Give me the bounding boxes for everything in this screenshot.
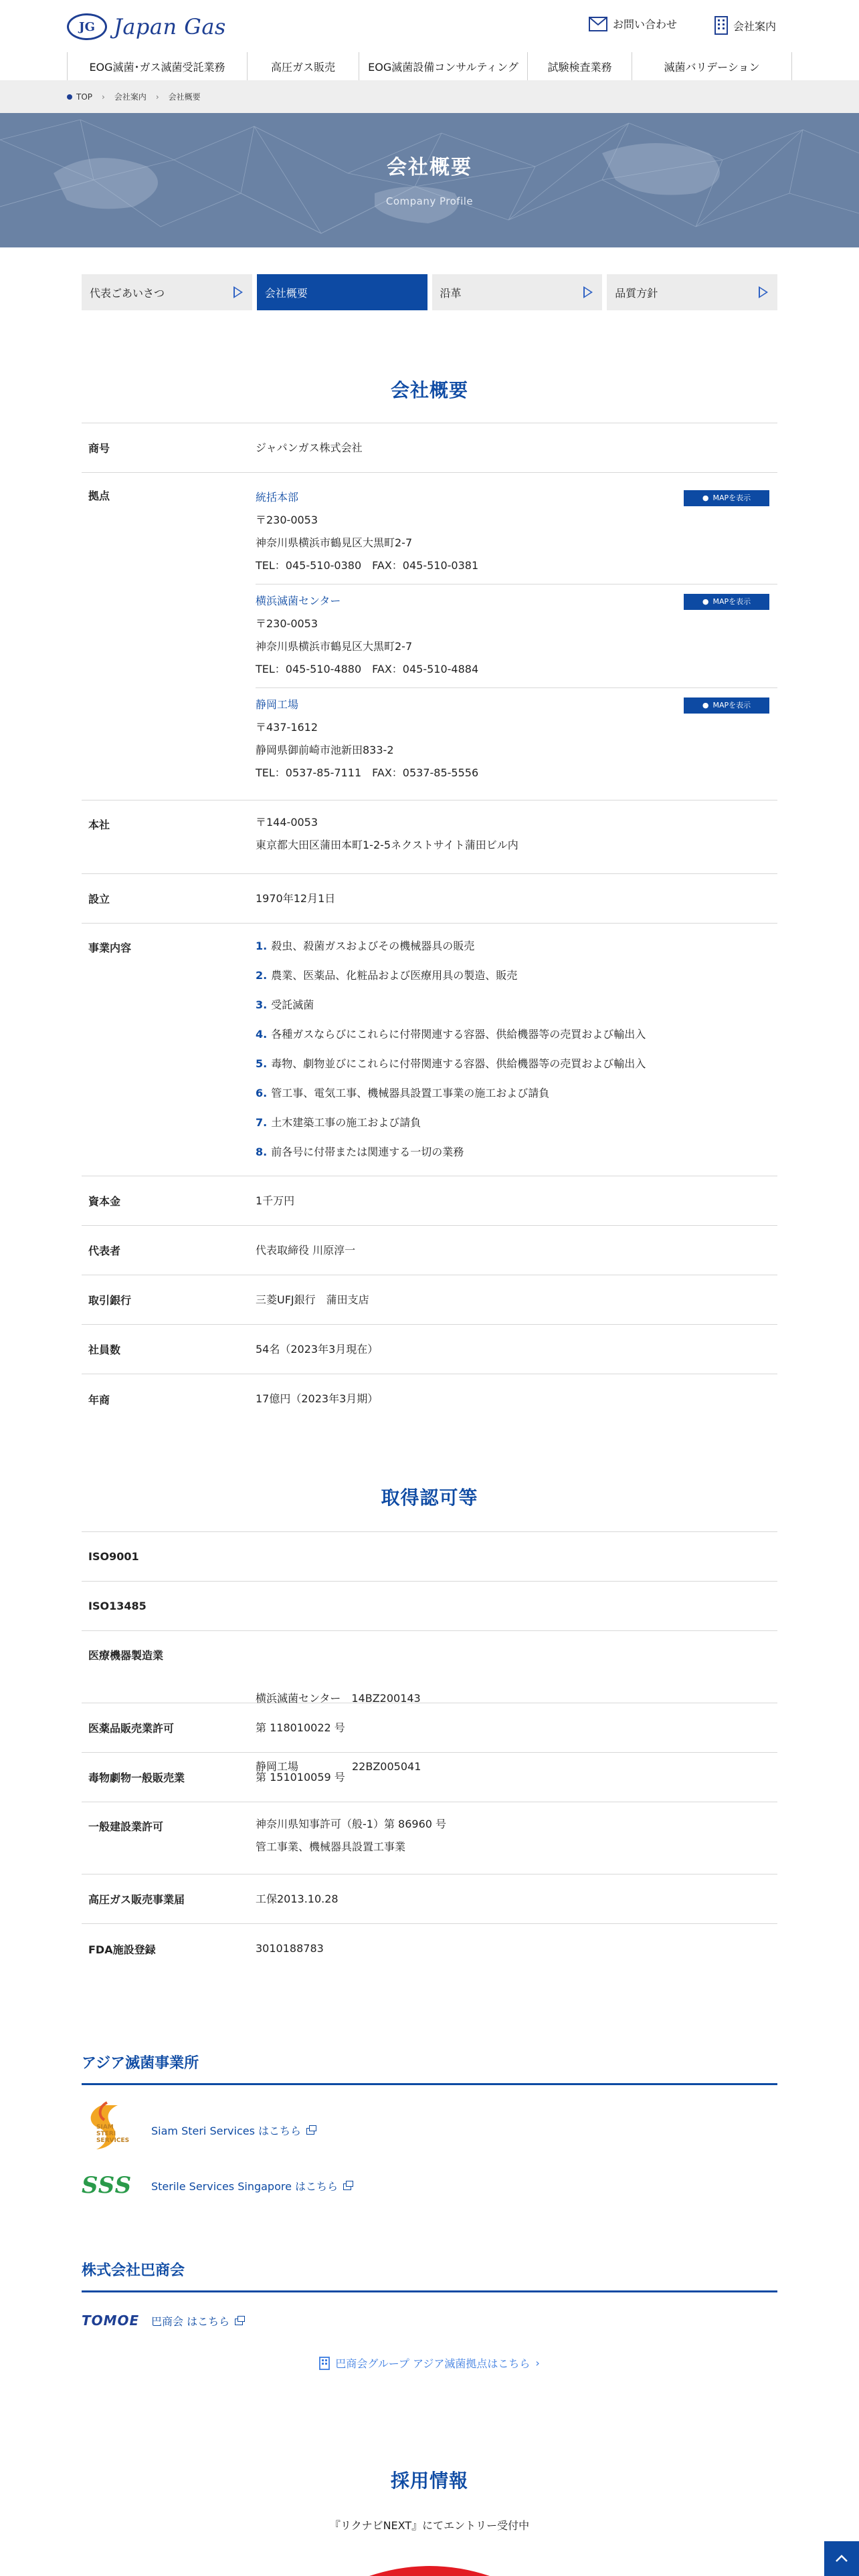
office-yokohama xyxy=(256,584,777,688)
iso9001-label: ISO9001 xyxy=(88,1550,139,1563)
tomoe-link-label: 巴商会 はこちら xyxy=(151,2315,230,2328)
external-link-icon xyxy=(343,2183,351,2190)
building-icon xyxy=(714,16,728,35)
business-item xyxy=(256,1108,777,1138)
construct-label: 一般建設業許可 xyxy=(88,1820,164,1833)
construct-value xyxy=(256,1802,777,1874)
contact-label: お問い合わせ xyxy=(613,18,678,31)
office-headquarters xyxy=(256,481,777,584)
office-name: 横浜滅菌センター xyxy=(256,595,341,607)
bank-label: 取引銀行 xyxy=(88,1294,132,1307)
business-label: 事業内容 xyxy=(88,942,132,954)
page-top-button[interactable] xyxy=(824,2541,859,2576)
trade-name-label: 商号 xyxy=(88,442,110,455)
sss-link[interactable] xyxy=(82,2172,351,2199)
trade-name-value: ジャパンガス株式会社 xyxy=(256,441,363,454)
nav-testing[interactable]: 試験検査業務 xyxy=(528,52,632,80)
tab-label: 会社概要 xyxy=(264,286,308,300)
construct-line: 管工事業、機械器具設置工事業 xyxy=(256,1840,406,1853)
bases-label: 拠点 xyxy=(88,490,110,502)
sales-label: 年商 xyxy=(88,1393,110,1406)
tomoe-group-link[interactable] xyxy=(0,2355,859,2371)
business-item xyxy=(256,1049,777,1079)
nav-high-pressure-gas[interactable]: 高圧ガス販売 xyxy=(248,52,359,80)
office-tel: TEL：045-510-4880 FAX：045-510-4884 xyxy=(256,663,479,675)
row-bank xyxy=(82,1275,777,1325)
tab-label: 沿革 xyxy=(440,286,462,300)
gas-value: 工保2013.10.28 xyxy=(256,1892,339,1905)
overview-heading: 会社概要 xyxy=(390,379,468,401)
med-line: 静岡工場 22BZ005041 xyxy=(256,1760,421,1773)
page-subtitle: Company Profile xyxy=(385,195,474,207)
rep-label: 代表者 xyxy=(88,1245,121,1257)
map-button[interactable] xyxy=(684,697,769,714)
siam-logo xyxy=(82,2100,139,2160)
business-text: 農業、医薬品、化粧品および医療用具の製造、販売 xyxy=(271,969,518,982)
capital-label: 資本金 xyxy=(88,1195,121,1208)
business-num: 5. xyxy=(256,1057,268,1070)
pin-icon: ● xyxy=(702,494,709,502)
map-label: MAPを表示 xyxy=(712,597,751,606)
capital-value: 1千万円 xyxy=(256,1194,295,1207)
company-tabs xyxy=(82,274,777,310)
row-fda xyxy=(82,1924,777,1973)
tab-label: 代表ごあいさつ xyxy=(90,286,165,300)
iso13485-label: ISO13485 xyxy=(88,1600,147,1612)
mail-icon xyxy=(589,17,607,31)
chevron-up-icon xyxy=(835,2555,848,2563)
breadcrumb-home[interactable] xyxy=(67,92,92,102)
global-nav xyxy=(67,52,792,80)
tab-label: 品質方針 xyxy=(615,286,658,300)
founded-label: 設立 xyxy=(88,893,110,905)
row-capital xyxy=(82,1176,777,1226)
map-button[interactable] xyxy=(684,490,769,506)
business-text: 各種ガスならびにこれらに付帯関連する容器、供給機器等の売買および輸出入 xyxy=(271,1028,646,1041)
nav-eog-sterilization[interactable]: EOG滅菌･ガス滅菌受託業務 xyxy=(68,52,248,80)
business-item xyxy=(256,1138,777,1167)
tomoe-logo: TOMOE xyxy=(82,2313,140,2329)
overview-table xyxy=(82,423,777,1424)
triangle-right-icon xyxy=(583,286,593,298)
office-address: 静岡県御前崎市池新田833-2 xyxy=(256,744,394,756)
external-link-icon xyxy=(306,2128,314,2135)
office-address: 神奈川県横浜市鶴見区大黒町2-7 xyxy=(256,536,413,549)
business-item xyxy=(256,932,777,961)
gas-label: 高圧ガス販売事業届 xyxy=(88,1893,185,1906)
office-name: 統括本部 xyxy=(256,491,299,504)
business-item xyxy=(256,1020,777,1049)
row-sales xyxy=(82,1374,777,1424)
founded-value: 1970年12月1日 xyxy=(256,891,336,905)
employees-label: 社員数 xyxy=(88,1344,121,1356)
business-item xyxy=(256,990,777,1020)
office-zip: 〒230-0053 xyxy=(256,617,318,630)
construct-line: 神奈川県知事許可（般-1）第 86960 号 xyxy=(256,1818,447,1830)
rep-value: 代表取締役 川原淳一 xyxy=(256,1243,356,1257)
asia-heading: アジア滅菌事業所 xyxy=(82,2052,777,2085)
external-link-icon xyxy=(235,2319,243,2325)
company-link[interactable] xyxy=(714,16,776,35)
row-iso9001 xyxy=(82,1532,777,1582)
business-num: 1. xyxy=(256,940,268,952)
building-icon xyxy=(319,2357,330,2370)
tab-overview[interactable] xyxy=(257,274,427,310)
business-item xyxy=(256,1079,777,1108)
chevron-right-icon: › xyxy=(102,92,105,102)
tomoe-heading: 株式会社巴商会 xyxy=(82,2259,777,2292)
business-num: 4. xyxy=(256,1028,268,1041)
row-iso13485 xyxy=(82,1582,777,1631)
siam-logo-text: SERVICES xyxy=(96,2137,130,2144)
sales-value: 17億円（2023年3月期） xyxy=(256,1392,379,1405)
tomoe-link[interactable] xyxy=(82,2313,243,2329)
hq-zip: 〒144-0053 xyxy=(256,816,318,829)
company-label: 会社案内 xyxy=(733,19,777,33)
med-line: 横浜滅菌センター 14BZ200143 xyxy=(256,1692,421,1705)
site-logo[interactable] xyxy=(67,13,226,40)
business-num: 8. xyxy=(256,1146,268,1158)
row-trade-name xyxy=(82,423,777,473)
row-representative xyxy=(82,1226,777,1275)
tomoe-group-label: 巴商会グループ アジア滅菌拠点はこちら xyxy=(335,2357,531,2370)
page-title: 会社概要 xyxy=(387,156,472,179)
hq-address: 東京都大田区蒲田本町1-2-5ネクストサイト蒲田ビル内 xyxy=(256,839,518,851)
map-label: MAPを表示 xyxy=(712,494,751,502)
breadcrumb-company[interactable]: 会社案内 xyxy=(114,92,147,102)
business-text: 管工事、電気工事、機械器具設置工事業の施工および請負 xyxy=(271,1087,550,1099)
office-zip: 〒230-0053 xyxy=(256,514,318,526)
siam-link-label: Siam Steri Services はこちら xyxy=(151,2124,302,2137)
siam-link[interactable] xyxy=(82,2100,314,2160)
office-tel: TEL：0537-85-7111 FAX：0537-85-5556 xyxy=(256,766,479,779)
row-founded xyxy=(82,874,777,924)
tab-greeting[interactable] xyxy=(82,274,252,310)
siam-logo-text: SIAM xyxy=(96,2124,114,2131)
business-num: 7. xyxy=(256,1116,268,1129)
tab-quality-policy[interactable] xyxy=(607,274,777,310)
bank-value: 三菱UFJ銀行 蒲田支店 xyxy=(256,1293,369,1306)
fda-label: FDA施設登録 xyxy=(88,1943,156,1956)
recruit-heading: 採用情報 xyxy=(390,2470,468,2492)
hq-value xyxy=(256,800,777,873)
nav-validation[interactable]: 滅菌バリデーション xyxy=(632,52,792,80)
poison-value: 第 151010059 号 xyxy=(256,1770,345,1784)
logo-text: Japan Gas xyxy=(114,14,226,39)
sss-logo: SSS xyxy=(82,2172,132,2199)
business-text: 殺虫、殺菌ガスおよびその機械器具の販売 xyxy=(271,940,475,952)
row-gas-sales xyxy=(82,1874,777,1924)
office-name: 静岡工場 xyxy=(256,698,299,711)
drug-value: 第 118010022 号 xyxy=(256,1721,345,1734)
licenses-table xyxy=(82,1531,777,1973)
pin-icon: ● xyxy=(702,701,709,710)
recruit-banner-edge[interactable] xyxy=(369,2563,490,2576)
row-business xyxy=(82,924,777,1176)
triangle-right-icon xyxy=(233,286,243,298)
nav-eog-consulting[interactable]: EOG滅菌設備コンサルティング xyxy=(359,52,528,80)
business-text: 土木建築工事の施工および請負 xyxy=(271,1116,421,1129)
bases-list xyxy=(256,473,777,800)
row-bases xyxy=(82,473,777,800)
med-label: 医療機器製造業 xyxy=(88,1649,164,1662)
home-icon xyxy=(67,94,72,100)
licenses-heading: 取得認可等 xyxy=(381,1487,478,1509)
employees-value: 54名（2023年3月現在） xyxy=(256,1342,379,1356)
contact-link[interactable] xyxy=(589,16,677,31)
network-map-decoration xyxy=(0,113,859,247)
breadcrumb-current: 会社概要 xyxy=(168,92,201,102)
chevron-right-icon: › xyxy=(535,2357,540,2369)
pin-icon: ● xyxy=(702,597,709,606)
office-zip: 〒437-1612 xyxy=(256,721,318,734)
site-header xyxy=(0,0,859,52)
page-hero xyxy=(0,113,859,247)
breadcrumb xyxy=(0,80,859,113)
business-text: 前各号に付帯または関連する一切の業務 xyxy=(271,1146,464,1158)
row-head-office xyxy=(82,800,777,874)
business-list xyxy=(256,924,777,1176)
office-shizuoka xyxy=(256,688,777,791)
business-num: 3. xyxy=(256,998,268,1011)
triangle-right-icon xyxy=(759,286,768,298)
breadcrumb-home-label: TOP xyxy=(76,92,93,102)
poison-label: 毒物劇物一般販売業 xyxy=(88,1772,185,1784)
drug-label: 医薬品販売業許可 xyxy=(88,1722,175,1735)
row-construction xyxy=(82,1802,777,1874)
tab-history[interactable] xyxy=(432,274,603,310)
office-tel: TEL：045-510-0380 FAX：045-510-0381 xyxy=(256,559,479,572)
chevron-right-icon: › xyxy=(155,92,159,102)
office-address: 神奈川県横浜市鶴見区大黒町2-7 xyxy=(256,640,413,653)
map-button[interactable] xyxy=(684,594,769,610)
business-num: 6. xyxy=(256,1087,268,1099)
business-text: 受託滅菌 xyxy=(271,998,314,1011)
recruit-text: 『リクナビNEXT』にてエントリー受付中 xyxy=(329,2519,530,2532)
logo-mark-icon: JG xyxy=(67,13,107,40)
siam-logo-text: STERI xyxy=(96,2131,116,2137)
row-employees xyxy=(82,1325,777,1374)
hq-label: 本社 xyxy=(88,819,110,831)
business-num: 2. xyxy=(256,969,268,982)
business-text: 毒物、劇物並びにこれらに付帯関連する容器、供給機器等の売買および輸出入 xyxy=(271,1057,646,1070)
fda-value: 3010188783 xyxy=(256,1942,324,1955)
map-label: MAPを表示 xyxy=(712,701,751,710)
business-item xyxy=(256,961,777,990)
sss-link-label: Sterile Services Singapore はこちら xyxy=(151,2179,339,2193)
